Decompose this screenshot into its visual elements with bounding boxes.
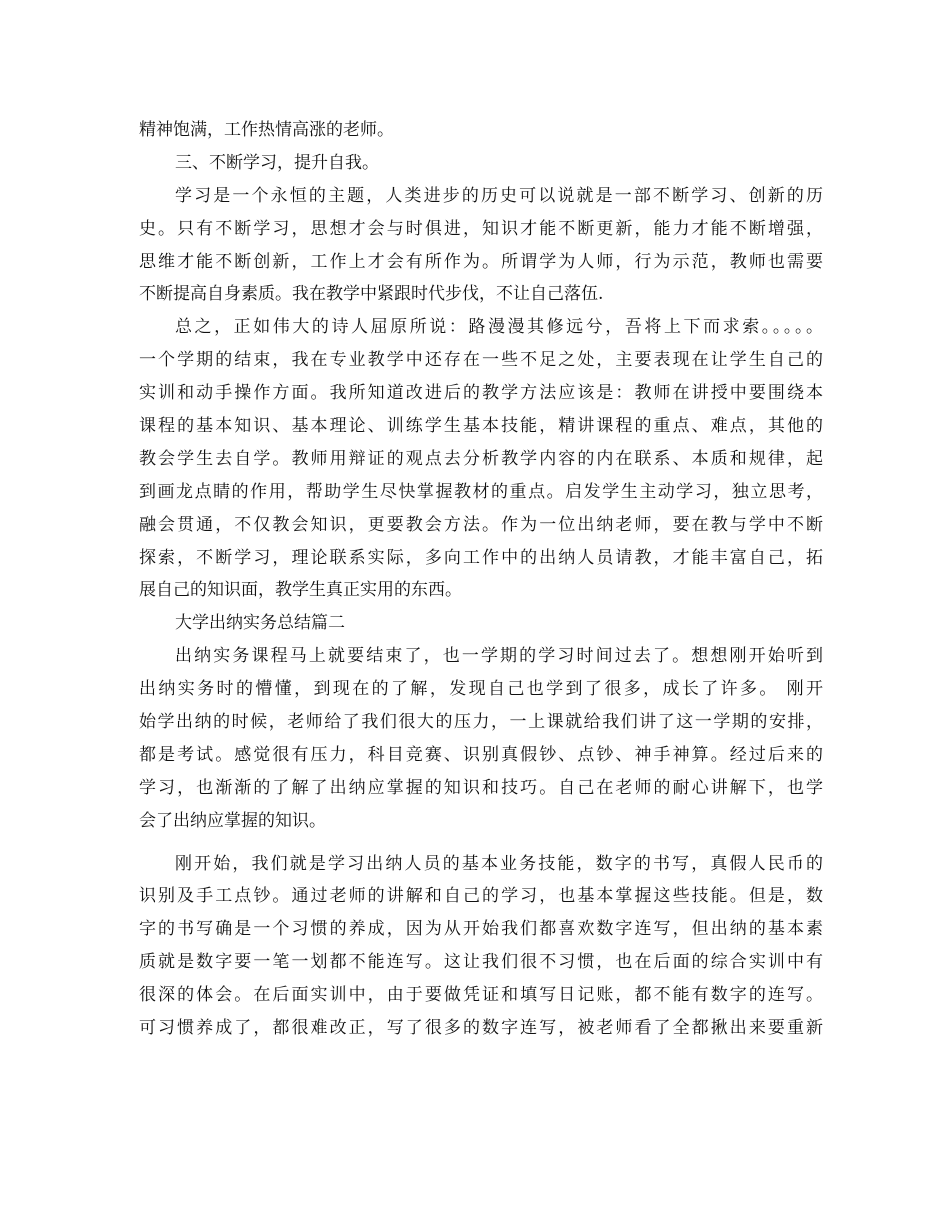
text-line: 课程的基本知识、基本理论、训练学生基本技能，精讲课程的重点、难点，其他的 [139, 416, 823, 437]
text-line: 到画龙点睛的作用，帮助学生尽快掌握教材的重点。启发学生主动学习，独立思考， [139, 481, 823, 502]
text-line: 融会贯通，不仅教会知识，更要教会方法。作为一位出纳老师，要在教与学中不断 [139, 514, 823, 535]
document-page [139, 114, 823, 1045]
text-line: 精神饱满，工作热情高涨的老师。 [139, 120, 394, 140]
text-line: 总之，正如伟大的诗人屈原所说：路漫漫其修远兮，吾将上下而求索。。。。。 [175, 317, 823, 338]
text-line: 史。只有不断学习，思想才会与时俱进，知识才能不断更新，能力才能不断增强， [139, 218, 823, 239]
text-line: 不断提高自身素质。我在教学中紧跟时代步伐，不让自己落伍. [139, 284, 604, 305]
text-line: 学习是一个永恒的主题，人类进步的历史可以说就是一部不断学习、创新的历 [175, 185, 823, 206]
text-line: 教会学生去自学。教师用辩证的观点去分析教学内容的内在联系、本质和规律，起 [139, 448, 823, 469]
text-line: 始学出纳的时候，老师给了我们很大的压力，一上课就给我们讲了这一学期的安排， [139, 712, 823, 733]
text-line: 出纳实务时的懵懂，到现在的了解，发现自己也学到了很多，成长了许多。 刚开 [139, 679, 823, 700]
text-line: 大学出纳实务总结篇二 [175, 613, 345, 634]
text-line: 学习，也渐渐的了解了出纳应掌握的知识和技巧。自己在老师的耐心讲解下，也学 [139, 777, 823, 798]
text-line: 思维才能不断创新，工作上才会有所作为。所谓学为人师，行为示范，教师也需要 [139, 251, 823, 272]
text-line: 会了出纳应掌握的知识。 [139, 810, 326, 831]
text-line: 字的书写确是一个习惯的养成，因为从开始我们都喜欢数字连写，但出纳的基本素 [139, 919, 823, 940]
text-line: 展自己的知识面，教学生真正实用的东西。 [139, 580, 462, 601]
text-line: 很深的体会。在后面实训中，由于要做凭证和填写日记账，都不能有数字的连写。 [139, 985, 823, 1006]
text-line: 刚开始，我们就是学习出纳人员的基本业务技能，数字的书写，真假人民币的 [175, 853, 823, 874]
text-line: 一个学期的结束，我在专业教学中还存在一些不足之处，主要表现在让学生自己的 [139, 350, 823, 371]
text-line: 识别及手工点钞。通过老师的讲解和自己的学习，也基本掌握这些技能。但是，数 [139, 886, 823, 907]
text-line: 可习惯养成了，都很难改正，写了很多的数字连写，被老师看了全都揪出来要重新 [139, 1018, 823, 1039]
text-line: 都是考试。感觉很有压力，科目竞赛、识别真假钞、点钞、神手神算。经过后来的 [139, 744, 823, 765]
text-line: 探索，不断学习，理论联系实际，多向工作中的出纳人员请教，才能丰富自己，拓 [139, 547, 823, 568]
text-line: 实训和动手操作方面。我所知道改进后的教学方法应该是：教师在讲授中要围绕本 [139, 383, 823, 404]
text-line: 出纳实务课程马上就要结束了，也一学期的学习时间过去了。想想刚开始听到 [175, 646, 823, 667]
text-line: 三、不断学习，提升自我。 [175, 152, 379, 173]
text-line: 质就是数字要一笔一划都不能连写。这让我们很不习惯，也在后面的综合实训中有 [139, 952, 823, 973]
